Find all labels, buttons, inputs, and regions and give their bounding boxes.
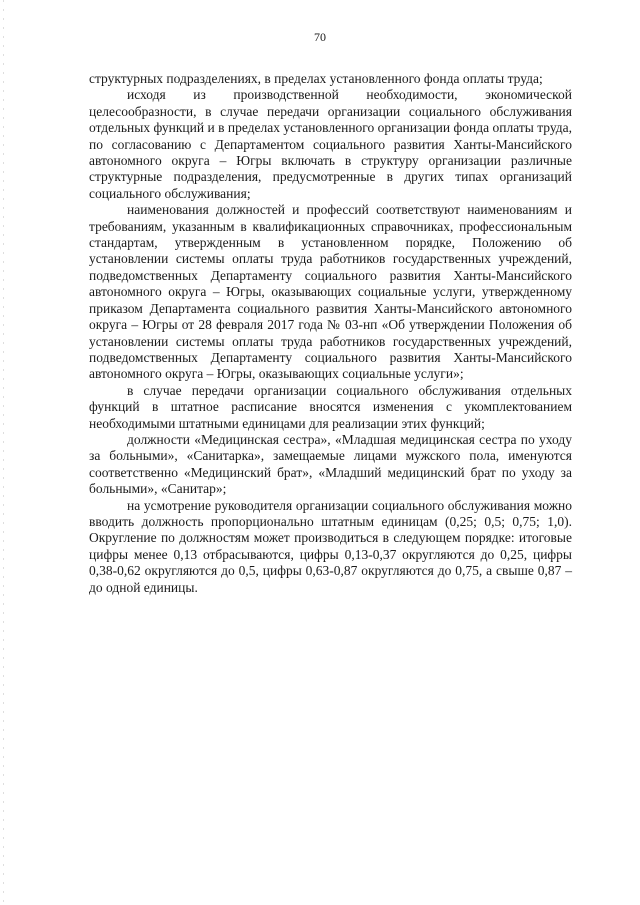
paragraph-2: исходя из производственной необходимости, экономической целесообразности, в случае передачи организации социального обслуживания отдельных функций и в пределах установленного организации фонда оплаты труда, по согласованию с Департаментом социального развития Ханты-Мансийского автономного округа – Югры включать в структуру организации различные структурные подразделения, предусмотренные в других типах организаций социального обслуживания; — [89, 87, 572, 201]
body-text — [89, 71, 572, 596]
paragraph-3: наименования должностей и профессий соответствуют наименованиям и требованиям, указанным в квалификационных справочниках, профессиональным стандартам, утвержденным в установленном порядке, Положению об установлении системы оплаты труда работников государственных учреждений, подведомственных Департаменту социального развития Ханты-Мансийского автономного округа – Югры, оказывающих социальные услуги, утвержденному приказом Департамента социального развития Ханты-Мансийского автономного округа – Югры от 28 февраля 2017 года № 03-нп «Об утверждении Положения об установлении системы оплаты труда работников государственных учреждений, подведомственных Департаменту социального развития Ханты-Мансийского автономного округа – Югры, оказывающих социальные услуги»; — [89, 202, 572, 382]
page-number: 70 — [314, 30, 326, 44]
paragraph-4: в случае передачи организации социального обслуживания отдельных функций в штатное расписание вносятся изменения с укомплектованием необходимыми штатными единицами для реализации этих функций; — [89, 382, 572, 431]
paragraph-6: на усмотрение руководителя организации социального обслуживания можно вводить должность пропорционально штатным единицам (0,25; 0,5; 0,75; 1,0). Округление по должностям может производиться в следующем порядке: итоговые цифры менее 0,13 отбрасываются, цифры 0,13-0,37 округляются до 0,25, цифры 0,38-0,62 округляются до 0,5, цифры 0,63-0,87 округляются до 0,75, а свыше 0,87 – до одной единицы. — [89, 497, 572, 595]
paragraph-5: должности «Медицинская сестра», «Младшая медицинская сестра по уходу за больными», «Санитарка», замещаемые лицами мужского пола, именуются соответственно «Медицинский брат», «Младший медицинский брат по уходу за больными», «Санитар»; — [89, 431, 572, 497]
scan-edge-artifact — [3, 0, 4, 905]
paragraph-1: структурных подразделениях, в пределах установленного фонда оплаты труда; — [89, 71, 543, 86]
